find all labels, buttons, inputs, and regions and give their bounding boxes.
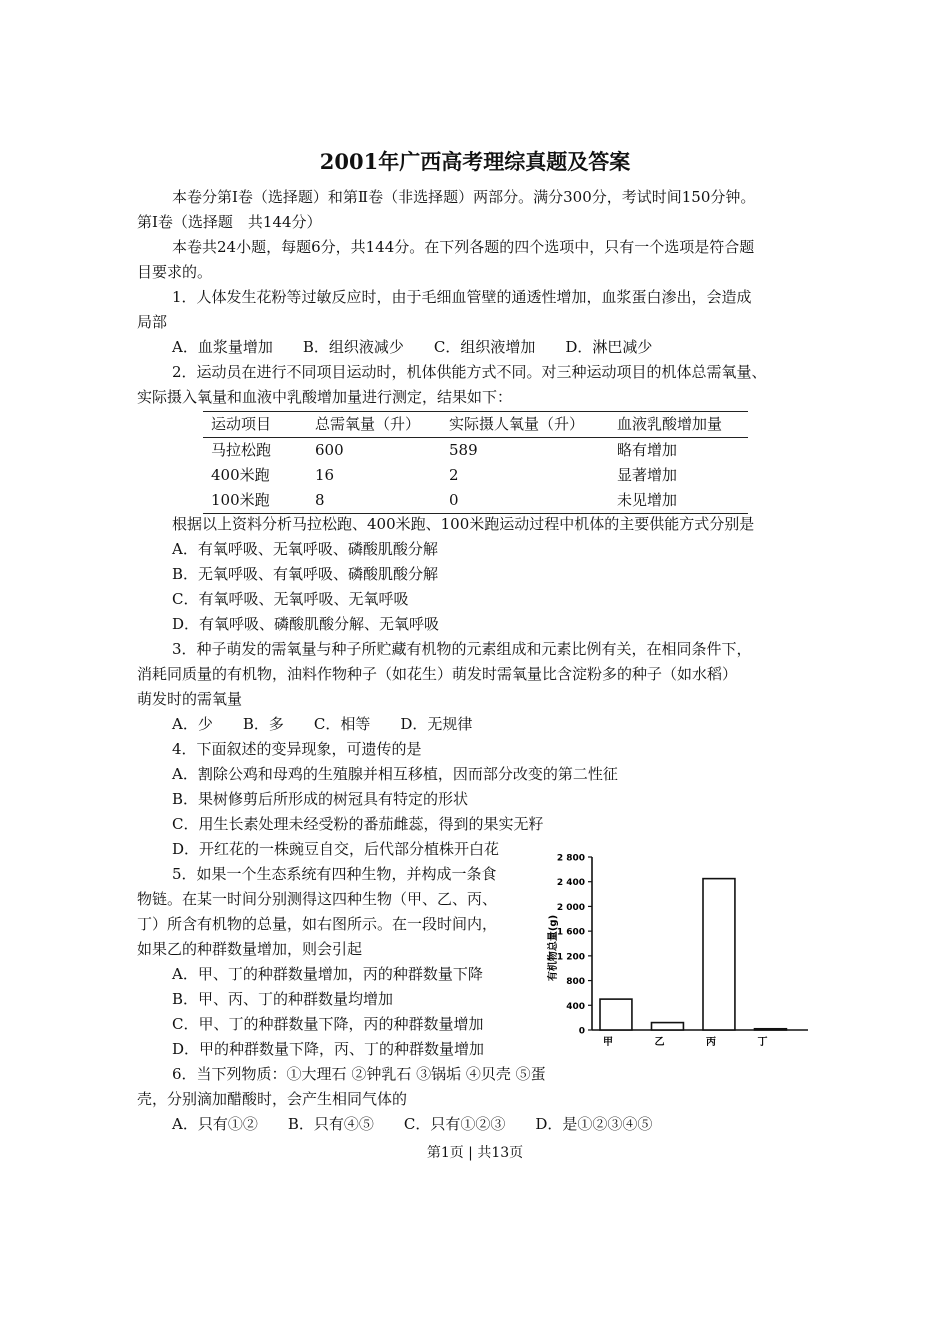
table-cell: 589 [449,441,478,459]
q1-stem-1: 1．人体发生花粉等过敏反应时，由于毛细血管壁的通透性增加，血浆蛋白渗出，会造成 [172,288,752,306]
bar [652,1023,684,1030]
q2-question: 根据以上资料分析马拉松跑、400米跑、100米跑运动过程中机体的主要供能方式分别是 [172,515,755,533]
q5-stem-3: 丁）所含有机物的总量，如右图所示。在一段时间内， [137,915,498,933]
q5-option-a: A．甲、丁的种群数量增加，丙的种群数量下降 [172,965,483,983]
y-tick-label: 2 800 [556,853,585,864]
table-row [203,438,748,464]
q5-option-b: B．甲、丙、丁的种群数量均增加 [172,990,394,1008]
page-footer: 第1页 | 共13页 [426,1145,524,1161]
y-tick-label: 400 [566,1001,585,1012]
q4-option-b: B．果树修剪后所形成的树冠具有特定的形状 [172,790,469,808]
x-category-label: 丙 [705,1037,716,1048]
q4-option-c: C．用生长素处理未经受粉的番茄雌蕊，得到的果实无籽 [172,815,544,833]
bar [703,879,735,1030]
table-cell: 马拉松跑 [211,441,272,459]
table-header-cell: 实际摄人氧量（升） [441,412,609,438]
q5-stem-2: 物链。在某一时间分别测得这四种生物（甲、乙、丙、 [137,890,498,908]
q2-stem-2: 实际摄入氧量和血液中乳酸增加量进行测定，结果如下： [137,388,513,406]
table-cell: 0 [441,488,609,514]
x-category-label: 丁 [757,1037,768,1048]
table-row [203,488,748,514]
y-tick-label: 0 [578,1026,585,1037]
q3-options: A．少 B．多 C．相等 D．无规律 [172,715,473,733]
x-category-label: 甲 [602,1037,613,1048]
table-header-cell: 运动项目 [203,412,307,438]
q2-option-c: C．有氧呼吸、无氧呼吸、无氧呼吸 [172,590,409,608]
q4-option-a: A．割除公鸡和母鸡的生殖腺并相互移植，因而部分改变的第二性征 [172,765,618,783]
table-cell: 2 [449,466,459,484]
page-title: 2001年广西高考理综真题及答案 [319,149,631,174]
q4-stem: 4．下面叙述的变异现象，可遗传的是 [172,740,422,758]
table-row [203,463,748,488]
table-cell: 未见增加 [609,488,748,514]
intro-line-4: 目要求的。 [137,263,213,281]
table-cell: 略有增加 [617,441,678,459]
q2-data-table [203,411,748,514]
y-tick-label: 1 600 [556,927,585,938]
x-category-label: 乙 [654,1037,665,1048]
y-tick-label: 2 000 [556,902,585,913]
table-cell: 显著增加 [617,466,678,484]
q5-stem-1: 5．如果一个生态系统有四种生物，并构成一条食 [172,865,497,883]
table-cell: 16 [315,466,335,484]
table-cell: 600 [315,441,344,459]
q1-stem-2: 局部 [137,313,168,331]
q5-option-d: D．甲的种群数量下降，丙、丁的种群数量增加 [172,1040,485,1058]
table-cell: 400米跑 [211,466,270,484]
q3-stem-2: 消耗同质量的有机物，油料作物种子（如花生）萌发时需氧量比含淀粉多的种子（如水稻） [137,665,738,683]
table-cell: 8 [307,488,441,514]
q4-option-d: D．开红花的一株豌豆自交，后代部分植株开白花 [172,840,500,858]
q1-options: A．血浆量增加 B．组织液减少 C．组织液增加 D．淋巴减少 [172,338,653,356]
q6-stem-2: 壳，分别滴加醋酸时，会产生相同气体的 [137,1090,408,1108]
table-header-row [203,412,748,438]
q5-stem-4: 如果乙的种群数量增加，则会引起 [137,940,363,958]
bar [600,999,632,1030]
q2-option-b: B．无氧呼吸、有氧呼吸、磷酸肌酸分解 [172,565,439,583]
intro-line-1: 本卷分第Ⅰ卷（选择题）和第Ⅱ卷（非选择题）两部分。满分300分，考试时间150分钟。 [172,188,756,206]
y-tick-label: 2 400 [556,878,585,889]
bar [755,1029,787,1030]
y-tick-label: 800 [566,977,585,988]
q2-option-a: A．有氧呼吸、无氧呼吸、磷酸肌酸分解 [172,540,438,558]
y-axis-label: 有机物总量(g) [548,914,559,982]
q5-option-c: C．甲、丁的种群数量下降，丙的种群数量增加 [172,1015,484,1033]
intro-line-3: 本卷共24小题，每题6分，共144分。在下列各题的四个选项中，只有一个选项是符合题 [172,238,755,256]
q2-option-d: D．有氧呼吸、磷酸肌酸分解、无氧呼吸 [172,615,440,633]
q3-stem-1: 3．种子萌发的需氧量与种子所贮藏有机物的元素组成和元素比例有关，在相同条件下， [172,640,752,658]
y-tick-label: 1 200 [556,952,585,963]
organic-matter-bar-chart [540,845,815,1055]
intro-line-2: 第Ⅰ卷（选择题 共144分） [137,213,322,231]
q3-stem-3: 萌发时的需氧量 [137,690,243,708]
table-cell: 100米跑 [203,488,307,514]
q2-stem-1: 2．运动员在进行不同项目运动时，机体供能方式不同。对三种运动项目的机体总需氧量、 [172,363,767,381]
q6-stem-1: 6．当下列物质：①大理石 ②钟乳石 ③锅垢 ④贝壳 ⑤蛋 [172,1065,546,1083]
q6-options: A．只有①② B．只有④⑤ C．只有①②③ D．是①②③④⑤ [172,1115,653,1133]
table-header-cell: 血液乳酸增加量 [609,412,748,438]
table-header-cell: 总需氧量（升） [307,412,441,438]
